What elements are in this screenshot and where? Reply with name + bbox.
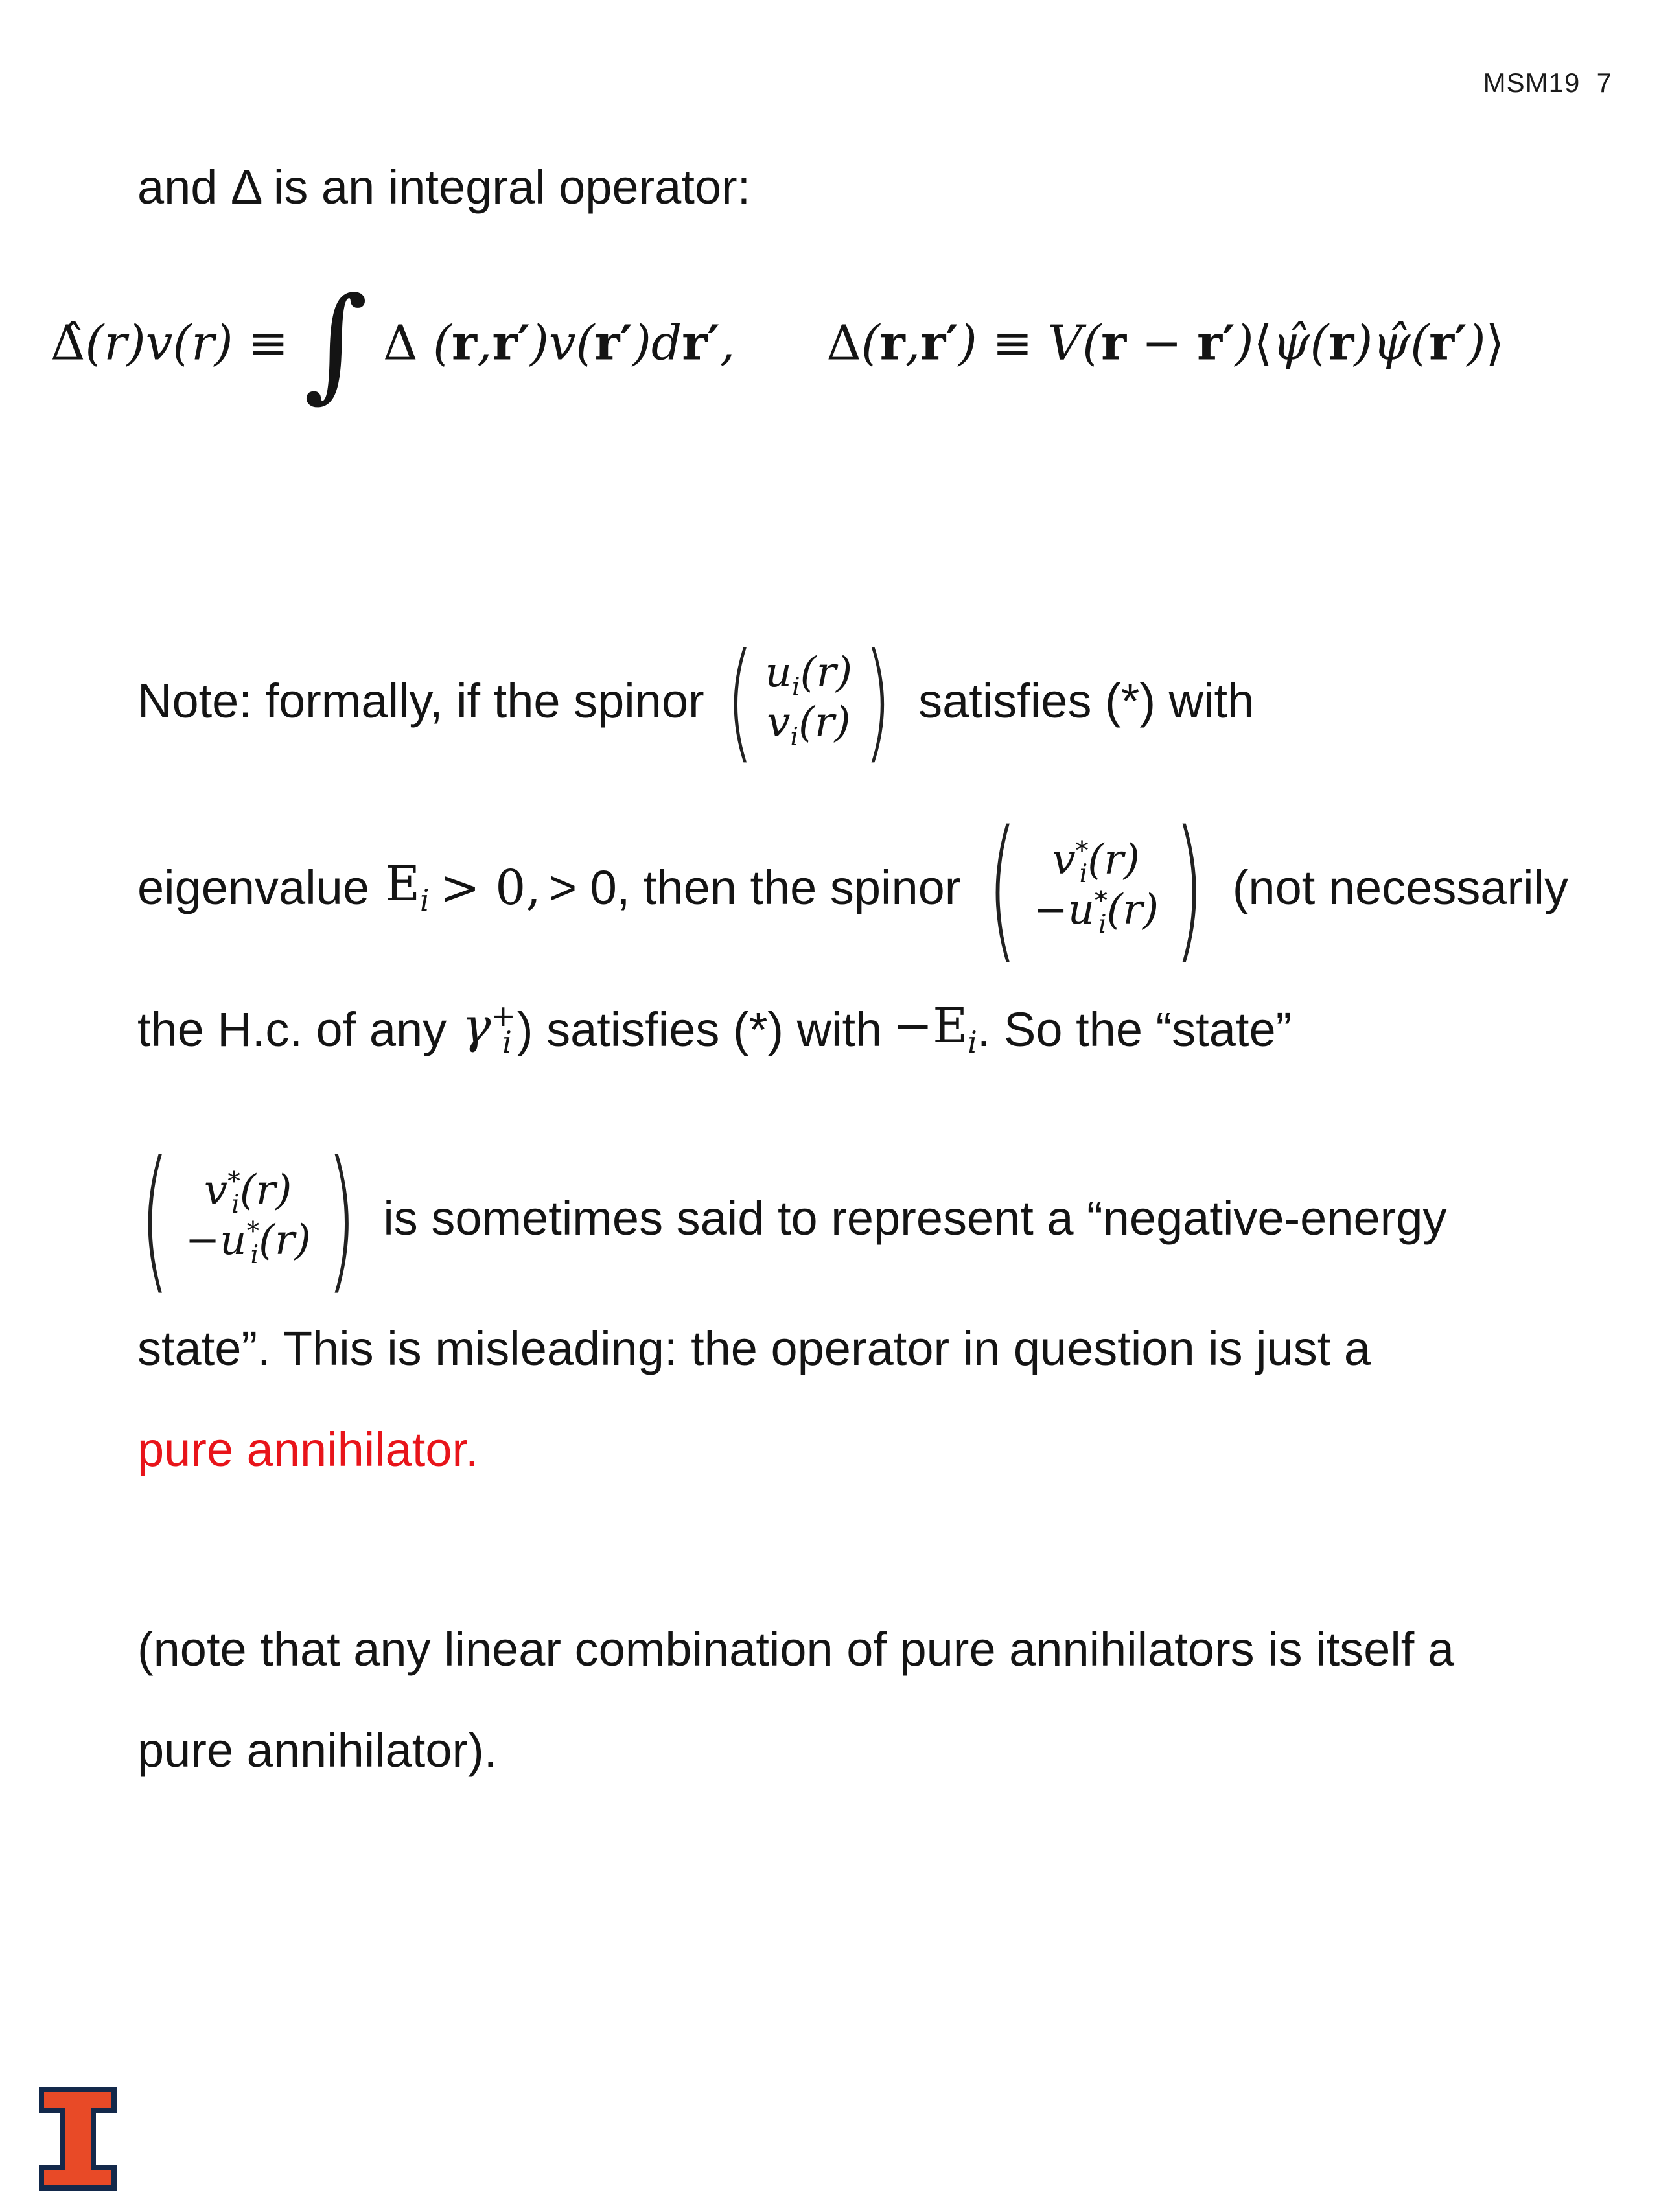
closing-line-1: (note that any linear combination of pure annihilators is itself a <box>137 1622 1455 1676</box>
hc-suffix: . So the “state” <box>977 1002 1292 1056</box>
hc-line: the H.c. of any $\gamma^+_i$ ) satisfies (*) with $-E_i$ . So the “state” <box>137 997 1292 1060</box>
closing-line-2: pure annihilator). <box>137 1723 498 1777</box>
slide-id: MSM19 <box>1483 67 1581 98</box>
negative-energy-line <box>124 1128 1447 1309</box>
note-prefix: Note: formally, if the spinor <box>137 674 704 728</box>
eigen-line: eigenvalue $E_i$ > 0, > 0, then the spinor ( $v^*_i(r)$ $-u^*_i(r)$ ) (not necessarily <box>137 797 1568 979</box>
hc-middle: ) satisfies (*) with <box>516 1002 883 1056</box>
intro-line: and Δ is an integral operator: <box>137 160 751 214</box>
eigen-prefix: eigenvalue <box>137 861 369 914</box>
spinor-conjugate: ( $v^*_i(r)$ $-u^*_i(r)$ ) <box>987 797 1205 979</box>
slide-header <box>1483 67 1612 99</box>
hc-prefix: the H.c. of any <box>137 1002 447 1056</box>
page-number: 7 <box>1596 67 1612 98</box>
spinor-negative: ( $v^*_i(r)$ $-u^*_i(r)$ ) <box>139 1128 356 1309</box>
note-line <box>137 625 1255 776</box>
integral-sign: ∫ <box>303 271 368 414</box>
pure-annihilator-highlight: pure annihilator. <box>137 1423 479 1476</box>
state-line: state”. This is misleading: the operator in question is just a <box>137 1321 1371 1375</box>
integral-equation: Δ̂(r)v(r) ≡ ∫ Δ (r,r′)v(r′)dr′, Δ(r,r′) ≡ V(r − r′)⟨ψ̂(r)ψ̂(r′)⟩ <box>51 271 1505 414</box>
eigen-condition: > 0, then the spinor <box>548 861 961 914</box>
illinois-block-i-logo <box>36 2084 119 2196</box>
spinor-uv: ( $u_i(r)$ $v_i(r)$ ) <box>726 625 892 776</box>
eigen-suffix: (not necessarily <box>1232 861 1568 914</box>
negative-text: is sometimes said to represent a “negative-energy <box>383 1191 1447 1245</box>
block-i-icon <box>36 2084 119 2193</box>
note-suffix: satisfies (*) with <box>918 674 1255 728</box>
